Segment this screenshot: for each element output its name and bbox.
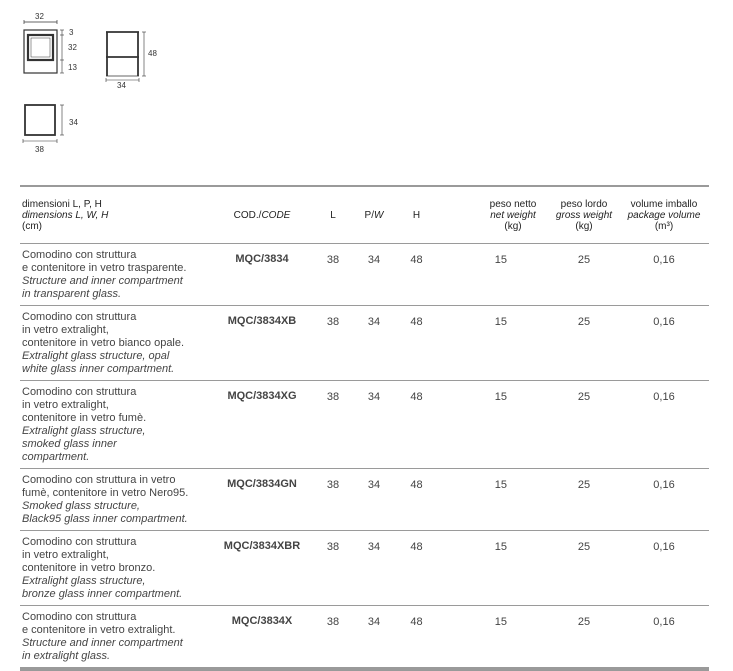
dim-pw: 34 [367,254,381,266]
front-width-label: 32 [35,12,44,21]
desc-it-line: fumè, contenitore in vetro Nero95. [22,487,189,499]
desc-en-line: Structure and inner compartment [22,637,183,649]
package-volume: 0,16 [653,541,675,553]
dim-h: 48 [410,316,423,328]
product-code: MQC/3834XB [227,315,297,327]
product-code: MQC/3834 [235,253,289,265]
table-row [20,244,709,306]
desc-it-line: Comodino con struttura [22,249,137,261]
dim-l: 38 [326,391,340,403]
header-package-volume [619,186,709,244]
dim-l: 38 [326,616,340,628]
desc-en-line: in transparent glass. [22,288,122,300]
net-weight: 15 [494,391,507,403]
front-inner-label: 32 [68,43,77,52]
header-l: L [330,209,336,221]
dim-h: 48 [410,254,423,266]
row-description [20,606,212,670]
desc-en-line: Extralight glass structure, opal [22,350,170,362]
table-row [20,606,709,670]
row-description [20,531,212,606]
top-width-label: 38 [35,145,44,154]
header-code-en: CODE [261,209,291,221]
header-net-weight-it: peso netto [489,198,537,210]
product-code: MQC/3834XG [227,390,297,402]
desc-en-line: compartment. [22,451,90,463]
table-header-row [20,186,709,244]
net-weight: 15 [494,254,507,266]
header-package-volume-unit: (m³) [654,220,674,232]
dim-pw: 34 [367,541,381,553]
header-net-weight [439,186,549,244]
dim-pw: 34 [367,616,381,628]
row-description [20,469,212,531]
desc-it-line: Comodino con struttura [22,536,137,548]
header-dimensions-en: dimensions L, W, H [22,209,109,221]
product-code: MQC/3834XBR [223,540,301,552]
desc-it-line: e contenitore in vetro trasparente. [22,262,187,274]
gross-weight: 25 [577,479,591,491]
front-bottom-label: 13 [68,63,77,72]
header-pw-en: W [374,209,384,221]
header-package-volume-en: package volume [627,209,701,221]
net-weight: 15 [494,316,507,328]
net-weight: 15 [494,479,507,491]
gross-weight: 25 [577,541,591,553]
header-code [212,186,312,244]
dim-l: 38 [326,541,340,553]
net-weight: 15 [494,541,507,553]
header-pw-it: P/ [364,209,374,221]
desc-en-line: Structure and inner compartment [22,275,183,287]
header-package-volume-it: volume imballo [630,198,698,210]
product-code: MQC/3834GN [227,478,297,490]
top-view-drawing [23,105,64,143]
desc-en-line: smoked glass inner [22,438,117,450]
header-pw [354,186,394,244]
dim-pw: 34 [367,479,381,491]
package-volume: 0,16 [653,391,675,403]
header-gross-weight-en: gross weight [555,209,613,221]
dim-l: 38 [326,316,340,328]
desc-it-line: Comodino con struttura [22,611,137,623]
side-height-label: 48 [148,49,157,58]
top-depth-label: 34 [69,118,78,127]
row-description [20,381,212,469]
header-code-it: COD./ [233,209,262,221]
package-volume: 0,16 [653,316,675,328]
side-width-label: 34 [117,81,126,90]
desc-en-line: Black95 glass inner compartment. [22,513,188,525]
desc-it-line: in vetro extralight, [22,324,109,336]
header-dimensions-unit: (cm) [22,220,42,232]
package-volume: 0,16 [653,479,675,491]
desc-it-line: Comodino con struttura [22,311,137,323]
row-description [20,306,212,381]
front-top-label: 3 [69,28,74,37]
desc-it-line: contenitore in vetro fumè. [22,412,147,424]
technical-drawings [0,0,733,180]
desc-en-line: Smoked glass structure, [22,500,140,512]
header-h: H [412,209,421,221]
desc-en-line: white glass inner compartment. [22,363,175,375]
table-row [20,531,709,606]
package-volume: 0,16 [653,254,675,266]
desc-en-line: in extralight glass. [22,650,111,662]
desc-it-line: contenitore in vetro bronzo. [22,562,156,574]
desc-it-line: contenitore in vetro bianco opale. [22,337,185,349]
gross-weight: 25 [577,254,591,266]
dim-h: 48 [410,479,423,491]
gross-weight: 25 [577,391,591,403]
desc-it-line: Comodino con struttura in vetro [22,474,176,486]
dim-h: 48 [410,541,423,553]
header-gross-weight-unit: (kg) [575,220,593,232]
row-description [20,244,212,306]
package-volume: 0,16 [653,616,675,628]
desc-en-line: Extralight glass structure, [22,425,146,437]
header-net-weight-en: net weight [490,209,536,221]
header-dimensions-it: dimensioni L, P, H [22,198,102,210]
header-gross-weight [549,186,619,244]
dim-l: 38 [326,479,340,491]
gross-weight: 25 [577,616,591,628]
header-gross-weight-it: peso lordo [560,198,608,210]
desc-en-line: bronze glass inner compartment. [22,588,183,600]
desc-it-line: Comodino con struttura [22,386,137,398]
dim-l: 38 [326,254,340,266]
header-dimensions [20,186,212,244]
table-row [20,306,709,381]
desc-en-line: Extralight glass structure, [22,575,146,587]
product-code: MQC/3834X [231,615,293,627]
table-row [20,469,709,531]
dim-h: 48 [410,616,423,628]
desc-it-line: in vetro extralight, [22,399,109,411]
gross-weight: 25 [577,316,591,328]
header-net-weight-unit: (kg) [504,220,522,232]
table-row [20,381,709,469]
dim-pw: 34 [367,391,381,403]
side-view-drawing [106,32,146,82]
desc-it-line: in vetro extralight, [22,549,109,561]
spec-table [20,185,709,671]
net-weight: 15 [494,616,507,628]
dim-pw: 34 [367,316,381,328]
desc-it-line: e contenitore in vetro extralight. [22,624,176,636]
dim-h: 48 [410,391,423,403]
front-view-drawing [24,20,64,73]
